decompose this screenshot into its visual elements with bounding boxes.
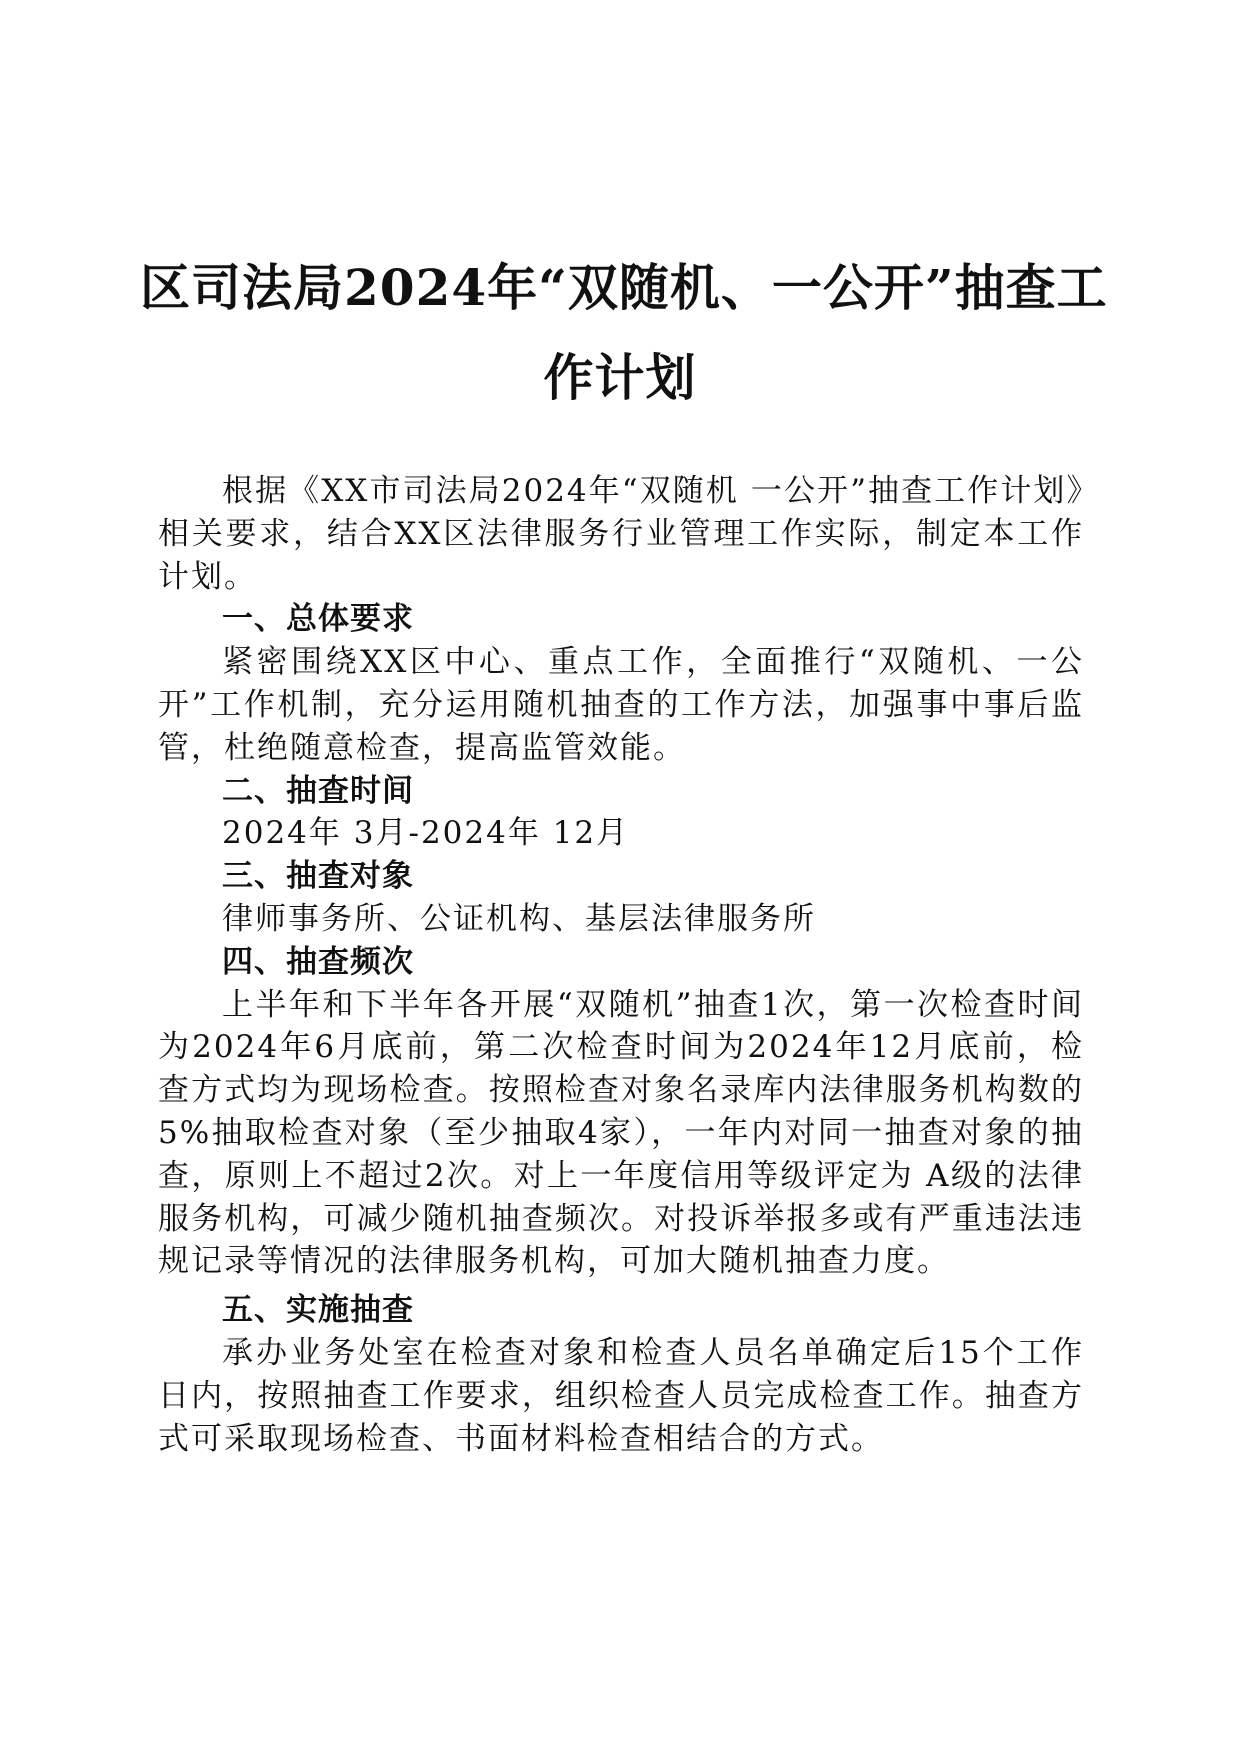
intro-paragraph: 根据《XX市司法局2024年“双随机 一公开”抽查工作计划》相关要求，结合XX区法律服务行业管理工作实际，制定本工作计划。 (158, 473, 1084, 595)
section-heading-inspection-frequency: 四、抽查频次 (222, 943, 414, 980)
section-text-inspection-targets: 律师事务所、公证机构、基层法律服务所 (222, 900, 816, 937)
section-text-inspection-frequency: 上半年和下半年各开展“双随机”抽查1次，第一次检查时间为2024年6月底前，第二次检查时间为2024年12月底前，检查方式均为现场检查。按照检查对象名录库内法律服务机构数的5%抽取检查对象（至少抽取4家），一年内对同一抽查对象的抽查，原则上不超过2次。对上一年度信用等级评定为 A级的法律服务机构，可减少随机抽查频次。对投诉举报多或有严重违法违规记录等情况的法律服务机构，可加大随机抽查力度。 (158, 986, 1084, 1280)
section-text-general-requirements: 紧密围绕XX区中心、重点工作，全面推行“双随机、一公开”工作机制，充分运用随机抽查的工作方法，加强事中事后监管，杜绝随意检查，提高监管效能。 (158, 644, 1084, 766)
document-body (158, 470, 1084, 1460)
section-heading-general-requirements: 一、总体要求 (222, 601, 414, 638)
section-text-implementation: 承办业务处室在检查对象和检查人员名单确定后15个工作日内，按照抽查工作要求，组织检查人员完成检查工作。抽查方式可采取现场检查、书面材料检查相结合的方式。 (158, 1334, 1084, 1457)
section-text-inspection-time: 2024年 3月-2024年 12月 (222, 815, 630, 852)
section-heading-inspection-time: 二、抽查时间 (222, 772, 414, 809)
section-heading-inspection-targets: 三、抽查对象 (222, 858, 414, 895)
document-title-line-2: 作计划 (543, 348, 697, 407)
section-heading-implementation: 五、实施抽查 (222, 1292, 414, 1329)
document-title-line-1: 区司法局2024年“双随机、一公开”抽查工 (140, 258, 1108, 317)
